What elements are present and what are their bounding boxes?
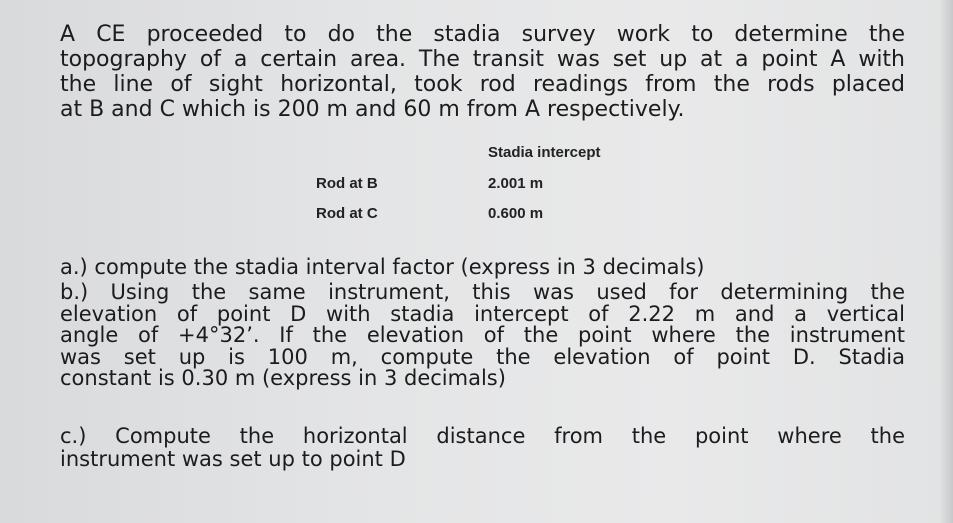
question-b-line-2: elevation of point D with stadia intercept of 2.22 m and a vertical [60, 301, 905, 326]
intro-line-1: A CE proceeded to do the stadia survey work to determine the [60, 22, 905, 47]
question-b-line-4: was set up is 100 m, compute the elevation of point D. Stadia [60, 344, 905, 369]
question-c-line-1: c.) Compute the horizontal distance from the point where the [60, 424, 905, 448]
question-b-line-5: constant is 0.30 m (express in 3 decimals) [60, 366, 506, 390]
stadia-intercept-header: Stadia intercept [488, 144, 601, 161]
rod-c-label: Rod at C [316, 205, 378, 222]
question-b-line-3: angle of +4°32’. If the elevation of the point where the instrument [60, 323, 905, 347]
rod-b-value: 2.001 m [488, 175, 544, 192]
page-edge-shadow [939, 0, 953, 523]
intro-line-3: the line of sight horizontal, took rod readings from the rods placed [60, 72, 905, 97]
intro-line-2: topography of a certain area. The transit was set up at a point A with [60, 47, 905, 72]
question-b-line-1: b.) Using the same instrument, this was used for determining the [60, 280, 905, 304]
question-c [60, 425, 905, 471]
question-b [60, 282, 905, 390]
intro-line-4: at B and C which is 200 m and 60 m from A respectively. [60, 97, 685, 122]
question-a: a.) compute the stadia interval factor (express in 3 decimals) [60, 255, 705, 279]
rod-b-label: Rod at B [316, 175, 378, 192]
rod-c-value: 0.600 m [488, 205, 544, 222]
question-c-line-2: instrument was set up to point D [60, 447, 406, 471]
